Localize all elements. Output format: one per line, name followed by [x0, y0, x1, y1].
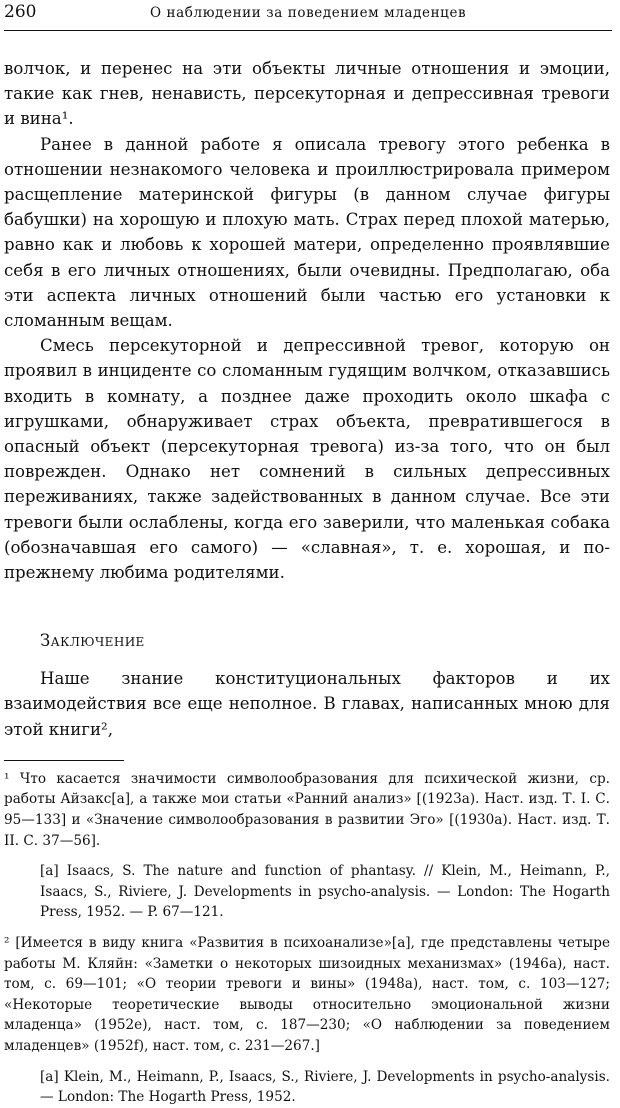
section-text [4, 666, 610, 742]
page-body [4, 56, 610, 1108]
footnotes [4, 769, 610, 1108]
running-title: О наблюдении за поведением младенцев [150, 5, 467, 21]
page-header [0, 0, 620, 36]
footnote: ² [Имеется в виду книга «Развития в психоанализе»[a], где представлены четыре работы М. Кляйн: «Заметки о некоторых шизоидных механизмах» (1946a), наст. том, с. 69—101; «О теории тревоги и вины» (1948a), наст. том, с. 103—127; «Некоторые теоретические выводы относительно эмоциональной жизни младенца» (1952e), наст. том, с. 187—230; «О наблюдении за поведением младенцев» (1952f), наст. том, с. 231—267.] [4, 935, 610, 1054]
section-heading: Заключение [40, 631, 145, 651]
paragraph: Ранее в данной работе я описала тревогу этого ребенка в отношении незнакомого человека и проиллюстрировала примером расщепление материнской фигуры (в данном случае фигуры бабушки) на хорошую и плохую мать. Страх перед плохой матерью, равно как и любовь к хорошей матери, определенно проявлявшие себя в его личных отношениях, были очевидны. Предполагаю, оба эти аспекта личных отношений были частью его установки к сломанным вещам. [4, 134, 610, 331]
footnote: ¹ Что касается значимости символообразования для психической жизни, ср. работы Айзакс[a], а также мои статьи «Ранний анализ» [(1923a). Наст. изд. Т. I. С. 95—133] и «Значение символообразования в развитии Эго» [(1930a). Наст. изд. Т. II. С. 37—56]. [4, 770, 610, 849]
paragraph: Смесь персекуторной и депрессивной тревог, которую он проявил в инциденте со сломанным гудящим волчком, отказавшись входить в комнату, а позднее даже проходить около шкафа с игрушками, обнаруживает страх объекта, превратившегося в опасный объект (персекуторная тревога) из-за того, что он был поврежден. Однако нет сомнений в сильных депрессивных переживаниях, также задействованных в данном случае. Все эти тревоги были ослаблены, когда его заверили, что маленькая собака (обозначавшая его самого) — «славная», т. е. хорошая, и по-прежнему любима родителями. [4, 336, 610, 583]
paragraph: волчок, и перенес на эти объекты личные отношения и эмоции, такие как гнев, ненависть, персекуторная и депрессивная тревоги и вина¹. [4, 59, 610, 129]
footnote-rule [4, 760, 124, 761]
footnote-reference: [a] Klein, M., Heimann, P., Isaacs, S., Riviere, J. Developments in psycho-analysis. — London: The Hogarth Press, 1952. [40, 1068, 610, 1106]
header-rule [4, 30, 612, 31]
paragraph: Наше знание конституциональных факторов и их взаимодействия все еще неполное. В главах, написанных мною для этой книги², [4, 669, 610, 739]
page-number: 260 [4, 2, 37, 22]
footnote-reference: [a] Isaacs, S. The nature and function of phantasy. // Klein, M., Heimann, P., Isaacs, S., Riviere, J. Developments in psycho-analysis. — London: The Hogarth Press, 1952. — P. 67—121. [40, 863, 610, 921]
main-text [4, 56, 610, 585]
